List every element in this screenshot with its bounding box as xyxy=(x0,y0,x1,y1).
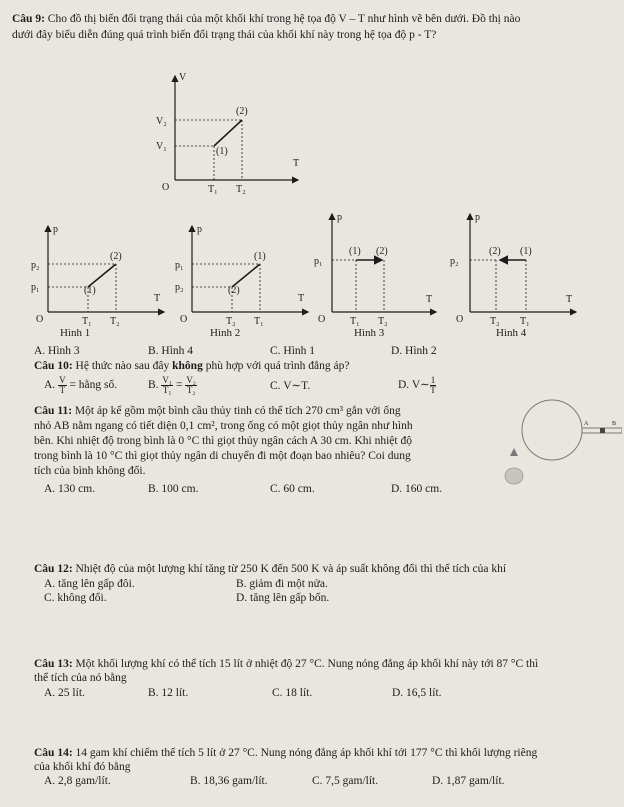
q14-text-1: 14 gam khí chiếm thể tích 5 lít ở 27 °C. Nung nóng đẳng áp khối khí tới 177 °C thì khối lượng riêng xyxy=(75,747,538,759)
q11-option-c[interactable]: C. 60 cm. xyxy=(270,483,315,495)
h4-x2: T₁ xyxy=(520,316,530,327)
q10-option-b[interactable] xyxy=(148,376,197,395)
vt-graph xyxy=(150,68,310,198)
q10-d-den: T xyxy=(430,385,436,395)
h3-x1: T₁ xyxy=(350,316,360,327)
h1-x2: T₂ xyxy=(110,316,120,327)
h1-state-top: (2) xyxy=(110,251,122,262)
q10-a-num: V xyxy=(59,375,66,385)
q9-option-a[interactable]: A. Hình 3 xyxy=(34,345,80,357)
q10-b-den1: T₁ xyxy=(162,385,172,395)
point-a-label: A xyxy=(584,421,589,427)
h1-y-top: p₂ xyxy=(31,260,40,271)
q10-d-prefix: D. V∼ xyxy=(398,379,430,392)
q10-text-bold: không xyxy=(172,360,203,372)
h3-state-right: (2) xyxy=(376,246,388,257)
h3-x-label: T xyxy=(426,294,433,305)
q10-d-fraction xyxy=(430,376,437,395)
q10-b-num1: V₁ xyxy=(162,375,173,385)
q11-option-a[interactable]: A. 130 cm. xyxy=(44,483,96,495)
manometer-figure xyxy=(500,392,622,488)
vt-v1-label: V₁ xyxy=(156,141,167,152)
q10-b-fraction-2 xyxy=(185,376,197,395)
vt-v2-label: V₂ xyxy=(156,116,167,127)
q12-label: Câu 12: xyxy=(34,563,73,575)
q14-option-c[interactable]: C. 7,5 gam/lít. xyxy=(312,775,379,787)
vt-t2-label: T₂ xyxy=(236,184,246,195)
h2-x2: T₁ xyxy=(254,316,264,327)
q14-option-a[interactable]: A. 2,8 gam/lít. xyxy=(44,775,111,787)
q10-b-prefix: B. xyxy=(148,379,159,392)
h2-process-line xyxy=(232,264,260,287)
flame-icon xyxy=(510,448,518,456)
q10-option-c[interactable]: C. V∼T. xyxy=(270,380,311,392)
h2-origin: O xyxy=(180,314,188,325)
q9-label: Câu 9: xyxy=(12,13,45,25)
graph-hinh-1 xyxy=(28,222,168,340)
q13-option-a[interactable]: A. 25 lít. xyxy=(44,687,85,699)
h1-x-label: T xyxy=(154,293,161,304)
q10-a-prefix: A. xyxy=(44,379,56,392)
q13-line-1 xyxy=(34,658,538,671)
mercury-drop xyxy=(600,428,605,433)
h3-x2: T₂ xyxy=(378,316,388,327)
q9-option-b[interactable]: B. Hình 4 xyxy=(148,345,194,357)
h4-state-right: (1) xyxy=(520,246,532,257)
vt-x-label: T xyxy=(293,158,300,169)
q13-option-c[interactable]: C. 18 lít. xyxy=(272,687,313,699)
q11-line-1 xyxy=(34,405,401,418)
graph-hinh-4 xyxy=(448,210,588,340)
h2-x-label: T xyxy=(298,293,305,304)
h1-x1: T₁ xyxy=(82,316,92,327)
q9-option-d[interactable]: D. Hình 2 xyxy=(391,345,437,357)
vt-state-1: (1) xyxy=(216,146,228,157)
q11-line-4: trong bình là 10 °C thì giọt thủy ngân di chuyển đi một đoạn bao nhiêu? Coi dung xyxy=(34,450,411,462)
h2-state-bottom: (2) xyxy=(228,285,240,296)
q10-b-den2: T₂ xyxy=(186,385,196,395)
h2-state-top: (1) xyxy=(254,251,266,262)
q11-label: Câu 11: xyxy=(34,405,73,417)
h4-y-label: p xyxy=(475,212,480,223)
point-b-label: B xyxy=(612,421,617,427)
q11-option-b[interactable]: B. 100 cm. xyxy=(148,483,199,495)
q11-line-2: nhỏ AB nằm ngang có tiết diện 0,1 cm², trong ống có một giọt thủy ngân như hình xyxy=(34,420,413,432)
h2-y-bottom: p₂ xyxy=(175,282,184,293)
q10-d-num: 1 xyxy=(430,375,436,385)
q12-option-b[interactable]: B. giảm đi một nửa. xyxy=(236,578,328,590)
q14-label: Câu 14: xyxy=(34,747,73,759)
q10-question xyxy=(34,360,349,373)
q11-text-1: Một áp kế gồm một bình cầu thủy tinh có thể tích 270 cm³ gắn với ống xyxy=(74,405,401,417)
h4-origin: O xyxy=(456,314,464,325)
h4-caption: Hình 4 xyxy=(496,327,527,339)
q10-b-fraction-1 xyxy=(161,376,173,395)
q11-line-3: bên. Khi nhiệt độ trong bình là 0 °C thì giọt thủy ngân cách A 30 cm. Khi nhiệt độ xyxy=(34,435,412,447)
q12-question xyxy=(34,563,506,576)
q9-text-1: Cho đồ thị biến đổi trạng thái của một khối khí trong hệ tọa độ V – T như hình vẽ bên dưới. Đồ thị nào xyxy=(47,13,521,25)
h3-y-level: p₁ xyxy=(314,256,323,267)
q9-line2: dưới đây biểu diễn đúng quá trình biến đổi trạng thái của khối khí này trong hệ tọa độ p - T? xyxy=(12,29,437,41)
q13-option-d[interactable]: D. 16,5 lít. xyxy=(392,687,442,699)
q10-a-fraction xyxy=(58,376,67,395)
q12-option-a[interactable]: A. tăng lên gấp đôi. xyxy=(44,578,135,590)
h2-y-label: p xyxy=(197,224,202,235)
vt-process-line xyxy=(214,120,242,146)
q10-a-suffix: = hằng số. xyxy=(69,379,118,392)
q9-line1 xyxy=(12,13,520,26)
h1-y-bottom: p₁ xyxy=(31,282,40,293)
h3-origin: O xyxy=(318,314,326,325)
q12-text: Nhiệt độ của một lượng khí tăng từ 250 K đến 500 K và áp suất không đổi thì thể tích của khí xyxy=(75,563,507,575)
h3-caption: Hình 3 xyxy=(354,327,385,339)
q14-option-d[interactable]: D. 1,87 gam/lít. xyxy=(432,775,505,787)
burner-icon xyxy=(505,468,523,484)
q12-option-c[interactable]: C. không đổi. xyxy=(44,592,107,604)
q10-a-den: T xyxy=(59,385,66,395)
q10-label: Câu 10: xyxy=(34,360,73,372)
q14-option-b[interactable]: B. 18,36 gam/lít. xyxy=(190,775,268,787)
q10-text-after: phù hợp với quá trình đẳng áp? xyxy=(202,360,350,372)
q10-b-num2: V₂ xyxy=(186,375,196,385)
q14-line-2: của khối khí đó bằng xyxy=(34,761,131,773)
vt-state-2: (2) xyxy=(236,106,248,117)
q13-text-1: Một khối lượng khí có thể tích 15 lít ở nhiệt độ 27 °C. Nung nóng đẳng áp khối khí này tới 87 °C thì xyxy=(75,658,539,670)
q13-label: Câu 13: xyxy=(34,658,73,670)
h2-x1: T₂ xyxy=(226,316,236,327)
graph-hinh-2 xyxy=(172,222,312,340)
h1-origin: O xyxy=(36,314,44,325)
glass-bulb xyxy=(522,400,582,460)
h4-x1: T₂ xyxy=(490,316,500,327)
q13-line-2: thể tích của nó bằng xyxy=(34,672,127,684)
h2-caption: Hình 2 xyxy=(210,327,241,339)
q10-option-d[interactable] xyxy=(398,376,436,395)
h2-y-top: p₁ xyxy=(175,260,184,271)
h3-y-label: p xyxy=(337,212,342,223)
h4-x-label: T xyxy=(566,294,573,305)
h1-process-line xyxy=(88,264,116,287)
vt-origin: O xyxy=(162,182,170,193)
vt-t1-label: T₁ xyxy=(208,184,218,195)
h1-state-bottom: (1) xyxy=(84,285,96,296)
h1-caption: Hình 1 xyxy=(60,327,91,339)
q11-option-d[interactable]: D. 160 cm. xyxy=(391,483,443,495)
q11-line-5: tích của bình không đổi. xyxy=(34,465,146,477)
q10-text-before: Hệ thức nào sau đây xyxy=(75,360,173,372)
h3-state-left: (1) xyxy=(349,246,361,257)
q13-option-b[interactable]: B. 12 lít. xyxy=(148,687,189,699)
h1-y-label: p xyxy=(53,224,58,235)
q9-option-c[interactable]: C. Hình 1 xyxy=(270,345,316,357)
q10-b-eq: = xyxy=(175,379,183,392)
q14-line-1 xyxy=(34,747,537,760)
vt-y-label: V xyxy=(179,72,187,83)
graph-hinh-3 xyxy=(312,210,452,340)
q10-option-a[interactable] xyxy=(44,376,117,395)
h4-y-level: p₂ xyxy=(450,256,459,267)
h4-state-left: (2) xyxy=(489,246,501,257)
q12-option-d[interactable]: D. tăng lên gấp bốn. xyxy=(236,592,330,604)
